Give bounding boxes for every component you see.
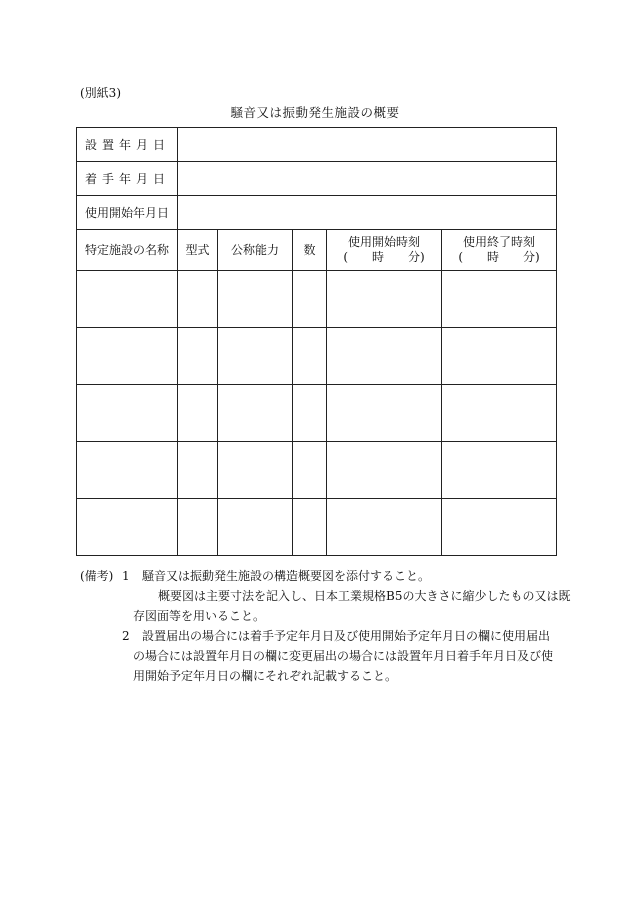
- use-start-date-field[interactable]: [178, 196, 557, 230]
- header-start-time-sub: ( 時 分): [343, 250, 425, 264]
- cell-facility-name[interactable]: [77, 271, 178, 328]
- row-use-start-date: [77, 196, 557, 230]
- cell-capacity[interactable]: [218, 385, 293, 442]
- cell-model[interactable]: [178, 328, 218, 385]
- cell-model[interactable]: [178, 385, 218, 442]
- cell-count[interactable]: [293, 328, 327, 385]
- remarks-section: [80, 566, 571, 686]
- table-row: [77, 442, 557, 499]
- cell-count[interactable]: [293, 271, 327, 328]
- cell-capacity[interactable]: [218, 328, 293, 385]
- header-capacity: 公称能力: [218, 230, 293, 271]
- construction-start-date-field[interactable]: [178, 162, 557, 196]
- cell-end-time[interactable]: [442, 499, 557, 556]
- cell-start-time[interactable]: [327, 328, 442, 385]
- installation-date-field[interactable]: [178, 128, 557, 162]
- remark-1-line-2: 概要図は主要寸法を記入し、日本工業規格B5の大きさに縮少したもの又は既: [158, 589, 571, 603]
- cell-facility-name[interactable]: [77, 499, 178, 556]
- remark-2-line-1: 設置届出の場合には着手予定年月日及び使用開始予定年月日の欄に使用届出: [142, 629, 551, 643]
- remark-item-2: [80, 626, 560, 646]
- table-row: [77, 328, 557, 385]
- header-count: 数: [293, 230, 327, 271]
- header-end-time-label: 使用終了時刻: [463, 235, 536, 249]
- cell-count[interactable]: [293, 442, 327, 499]
- table-row: [77, 499, 557, 556]
- header-model: 型式: [178, 230, 218, 271]
- facility-form-table: [76, 127, 557, 556]
- header-start-time-label: 使用開始時刻: [347, 235, 420, 249]
- remark-2-number: 2: [122, 629, 130, 643]
- cell-count[interactable]: [293, 385, 327, 442]
- header-end-time-sub: ( 時 分): [458, 250, 540, 264]
- cell-count[interactable]: [293, 499, 327, 556]
- cell-capacity[interactable]: [218, 442, 293, 499]
- cell-end-time[interactable]: [442, 442, 557, 499]
- row-construction-start-date: [77, 162, 557, 196]
- installation-date-label: 設置年月日: [77, 128, 178, 162]
- annex-label: (別紙3): [80, 86, 121, 100]
- cell-model[interactable]: [178, 499, 218, 556]
- cell-model[interactable]: [178, 442, 218, 499]
- row-installation-date: [77, 128, 557, 162]
- remark-1-line-3: 存図面等を用いること。: [133, 609, 266, 623]
- header-facility-name: 特定施設の名称: [77, 230, 178, 271]
- cell-capacity[interactable]: [218, 271, 293, 328]
- cell-start-time[interactable]: [327, 499, 442, 556]
- remark-1-number: 1: [122, 569, 130, 583]
- cell-start-time[interactable]: [327, 442, 442, 499]
- header-start-time: [327, 230, 442, 271]
- cell-facility-name[interactable]: [77, 442, 178, 499]
- table-row: [77, 385, 557, 442]
- cell-start-time[interactable]: [327, 271, 442, 328]
- cell-capacity[interactable]: [218, 499, 293, 556]
- remark-item-1: [80, 566, 560, 586]
- use-start-date-label: 使用開始年月日: [77, 196, 178, 230]
- remark-2-line-2: の場合には設置年月日の欄に変更届出の場合には設置年月日着手年月日及び使: [133, 649, 554, 663]
- construction-start-date-label: 着手年月日: [77, 162, 178, 196]
- cell-end-time[interactable]: [442, 385, 557, 442]
- document-title: 騒音又は振動発生施設の概要: [230, 105, 400, 120]
- cell-facility-name[interactable]: [77, 385, 178, 442]
- remark-2-line-3: 用開始予定年月日の欄にそれぞれ記載すること。: [133, 669, 398, 683]
- cell-start-time[interactable]: [327, 385, 442, 442]
- cell-facility-name[interactable]: [77, 328, 178, 385]
- cell-model[interactable]: [178, 271, 218, 328]
- header-end-time: [442, 230, 557, 271]
- facility-table-header: [77, 230, 557, 271]
- table-row: [77, 271, 557, 328]
- remarks-label: (備考): [80, 569, 114, 583]
- remark-1-line-1: 騒音又は振動発生施設の構造概要図を添付すること。: [142, 569, 431, 583]
- cell-end-time[interactable]: [442, 328, 557, 385]
- cell-end-time[interactable]: [442, 271, 557, 328]
